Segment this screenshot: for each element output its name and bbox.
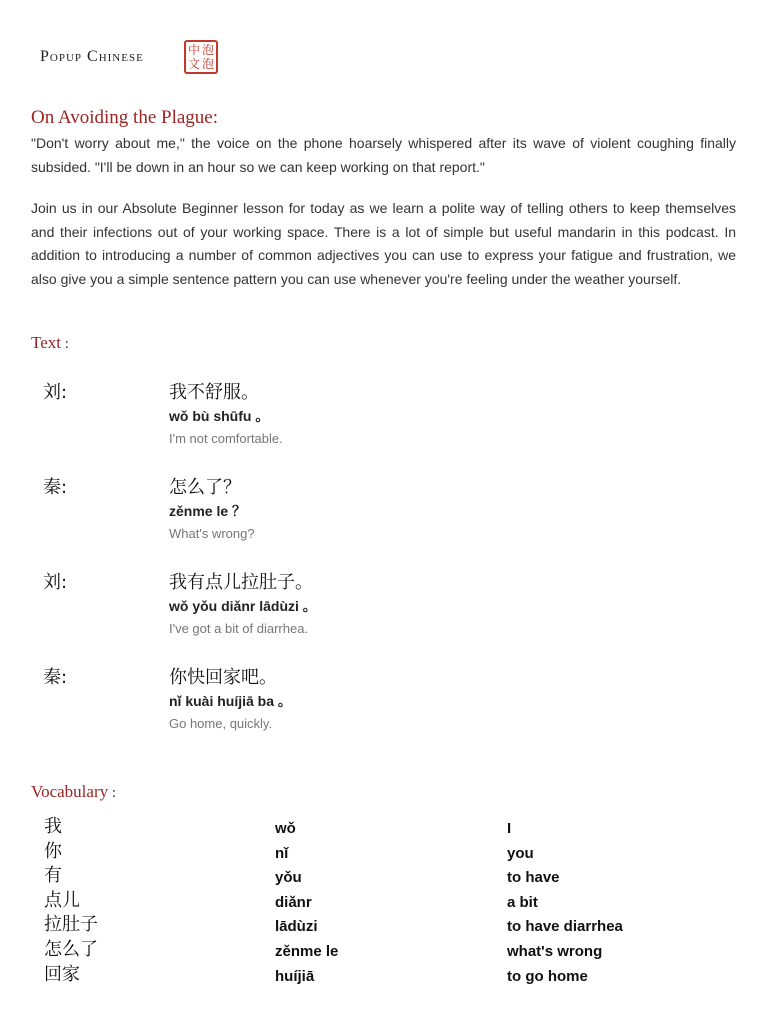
vocab-row <box>43 841 743 866</box>
vocab-hanzi: 怎么了 <box>44 938 98 960</box>
vocab-english: to go home <box>507 967 588 985</box>
description-paragraph: Join us in our Absolute Beginner lesson for today as we learn a polite way of telling others to keep themselves and their infections out of your working space. There is a lot of simple but useful mandarin in this podcast. In addition to introducing a number of common adjectives you can use to express your fatigue and frustration, we also give you a simple sentence pattern you can use whenever you're feeling under the weather yourself. <box>31 200 736 288</box>
vocab-hanzi: 拉肚子 <box>44 914 98 936</box>
site-header <box>40 40 240 76</box>
dialog-english: I've got a bit of diarrhea. <box>169 621 309 636</box>
vocab-pinyin: nǐ <box>275 844 289 862</box>
speaker: 秦: <box>43 477 68 498</box>
dialog-pinyin: wǒ yǒu diǎnr lādùzi 。 <box>169 598 317 614</box>
text-section-label: Text <box>31 333 61 352</box>
logo-seal-icon <box>184 40 218 74</box>
vocab-hanzi: 我 <box>44 816 62 837</box>
vocab-english: what's wrong <box>507 942 603 960</box>
lesson-title: On Avoiding the Plague: <box>31 107 218 128</box>
vocab-pinyin: yǒu <box>275 869 302 887</box>
vocab-english: I <box>507 820 512 837</box>
vocabulary-list <box>43 816 743 988</box>
heading-colon: : <box>60 336 69 352</box>
dialog-hanzi: 你快回家吧。 <box>169 667 277 688</box>
vocabulary-section-label: Vocabulary <box>31 782 109 801</box>
vocab-hanzi: 有 <box>44 865 62 887</box>
intro-paragraph: "Don't worry about me," the voice on the phone hoarsely whispered after its wave of violent coughing finally subsided. "I'll be down in an hour so we can keep working on that report." <box>31 135 736 175</box>
seal-char: 文 <box>187 57 200 71</box>
dialog-pinyin: zěnme le ？ <box>169 503 247 519</box>
vocab-hanzi: 点儿 <box>44 889 80 911</box>
vocab-pinyin: huíjiā <box>275 967 315 985</box>
dialog-english: Go home, quickly. <box>169 716 273 731</box>
speaker: 秦: <box>43 667 68 688</box>
dialog-english: I'm not comfortable. <box>169 431 283 446</box>
vocab-row <box>43 964 743 989</box>
logo-text: Popup Chinese <box>40 48 144 65</box>
dialog-hanzi: 我不舒服。 <box>169 382 259 403</box>
seal-char: 泡 <box>201 43 214 57</box>
dialog-english: What's wrong? <box>169 526 255 541</box>
vocab-english: to have diarrhea <box>507 918 623 936</box>
vocab-pinyin: diǎnr <box>275 893 312 911</box>
vocab-row <box>43 939 743 964</box>
seal-char: 泡 <box>201 57 214 71</box>
vocab-english: a bit <box>507 893 538 911</box>
vocab-row <box>43 890 743 915</box>
vocab-row <box>43 865 743 890</box>
speaker: 刘: <box>43 382 68 403</box>
dialog-pinyin: wǒ bù shūfu 。 <box>169 408 270 424</box>
vocab-hanzi: 你 <box>44 840 62 862</box>
vocab-row <box>43 816 743 841</box>
dialog-pinyin: nǐ kuài huíjiā ba 。 <box>169 693 292 709</box>
seal-char: 中 <box>187 43 200 57</box>
vocab-english: you <box>507 844 534 862</box>
dialog-hanzi: 怎么了？ <box>169 477 241 498</box>
vocab-pinyin: lādùzi <box>275 918 318 936</box>
speaker: 刘: <box>43 572 68 593</box>
heading-colon: : <box>108 785 117 801</box>
vocab-row <box>43 914 743 939</box>
vocab-pinyin: wǒ <box>275 820 296 837</box>
vocab-hanzi: 回家 <box>44 963 80 985</box>
vocab-pinyin: zěnme le <box>275 942 339 960</box>
vocabulary-section-heading <box>31 782 116 802</box>
dialog-hanzi: 我有点儿拉肚子。 <box>169 572 313 593</box>
text-section-heading <box>31 333 69 353</box>
vocab-english: to have <box>507 869 560 887</box>
